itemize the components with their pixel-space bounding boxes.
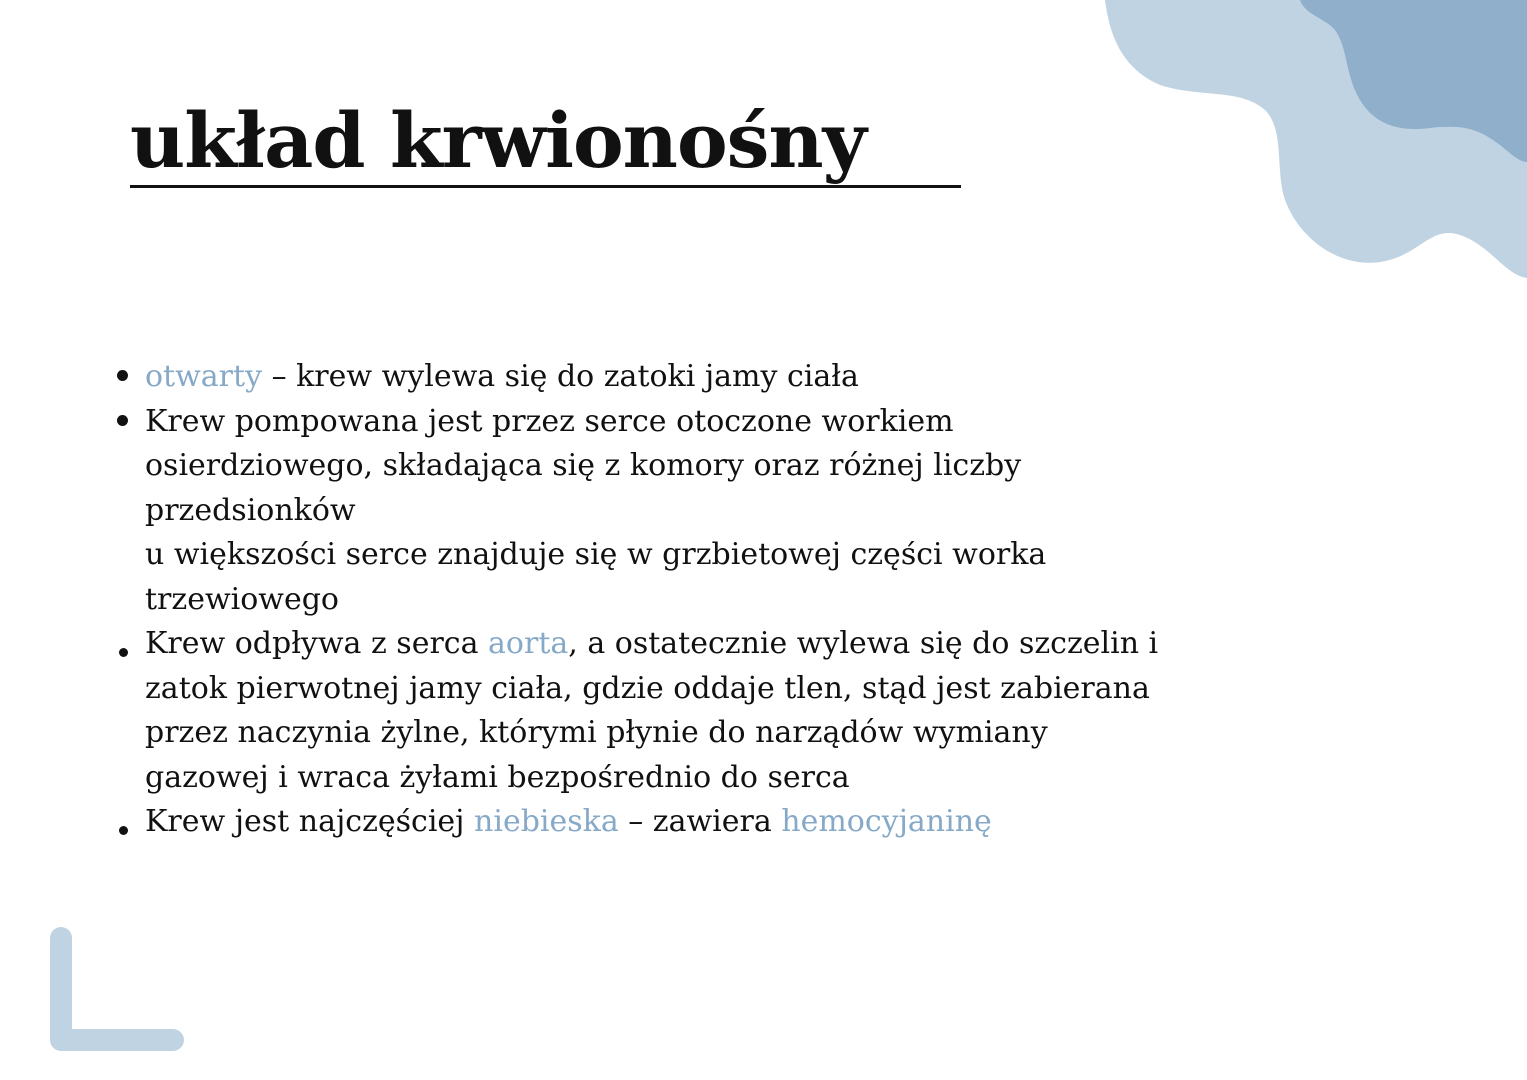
highlight-term: aorta bbox=[488, 626, 569, 661]
bullet-2-line-2: osierdziowego, składająca się z komory oraz różnej liczby bbox=[145, 448, 1022, 483]
bullet-3-line-1: Krew odpływa z serca aorta, a ostatecznie wylewa się do szczelin i bbox=[145, 626, 1159, 661]
bullet-2-line-1: Krew pompowana jest przez serce otoczone workiem bbox=[145, 403, 954, 439]
bullet-3-line-3: przez naczynia żylne, którymi płynie do narządów wymiany bbox=[145, 715, 1048, 750]
bullet-1-line-1: otwarty – krew wylewa się do zatoki jamy ciała bbox=[145, 359, 859, 394]
title-underline bbox=[130, 185, 961, 188]
highlight-term: hemocyjaninę bbox=[781, 804, 992, 839]
bullet-2-line-4: u większości serce znajduje się w grzbietowej części worka bbox=[145, 537, 1047, 572]
bullet-2-line-5: trzewiowego bbox=[145, 581, 339, 617]
bullet-3-line-2: zatok pierwotnej jamy ciała, gdzie oddaje tlen, stąd jest zabierana bbox=[145, 670, 1150, 706]
bullet-dot bbox=[117, 415, 128, 426]
highlight-term: niebieska bbox=[474, 804, 619, 839]
bullet-2-line-3: przedsionków bbox=[145, 492, 356, 528]
bullet-3-line-4: gazowej i wraca żyłami bezpośrednio do serca bbox=[145, 759, 850, 795]
corner-bracket-decoration bbox=[49, 926, 189, 1056]
bullet-4-line-1: Krew jest najczęściej niebieska – zawiera hemocyjaninę bbox=[145, 804, 992, 839]
bullet-dot bbox=[119, 648, 128, 657]
bullet-dot bbox=[119, 826, 128, 835]
slide-title: układ krwionośny bbox=[130, 96, 866, 185]
highlight-term: otwarty bbox=[145, 359, 263, 394]
bullet-dot bbox=[117, 370, 128, 381]
